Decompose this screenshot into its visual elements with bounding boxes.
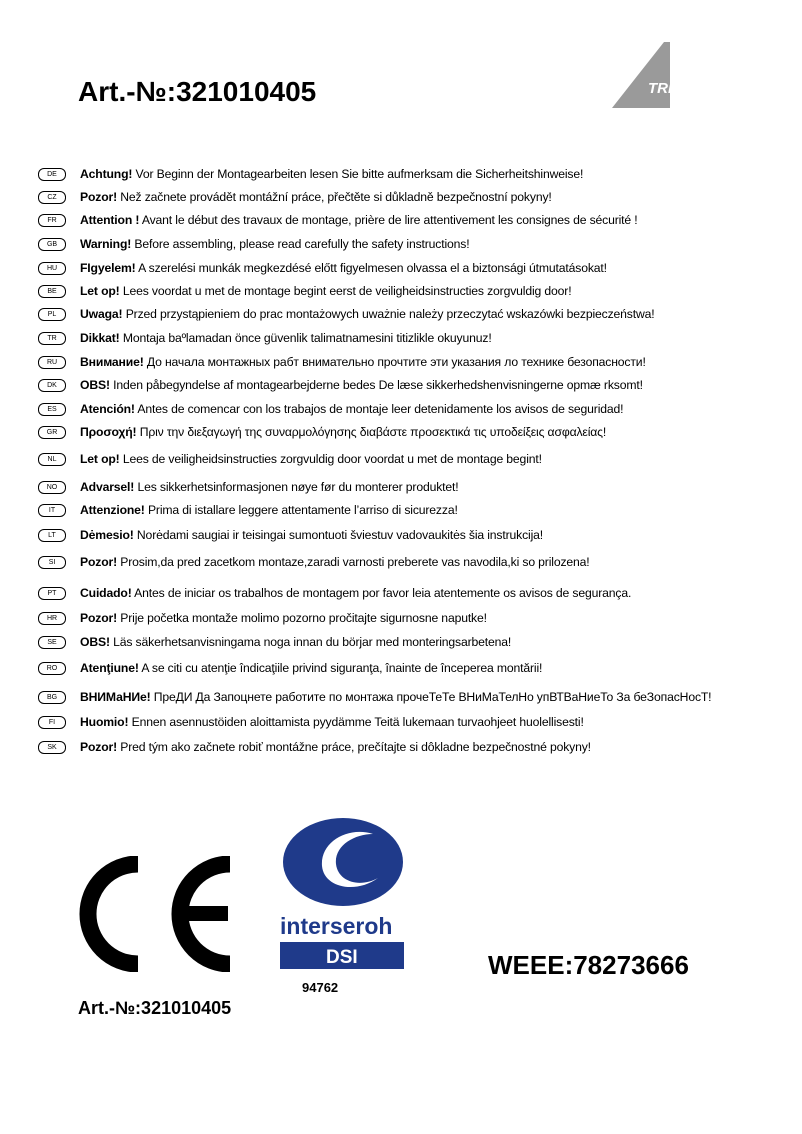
warning-row xyxy=(38,187,552,207)
warning-text xyxy=(80,425,606,439)
warning-label: Huomio! xyxy=(80,715,129,729)
warning-label: Pozor! xyxy=(80,555,118,569)
warning-label: Attenzione! xyxy=(80,503,145,517)
language-code-badge: FI xyxy=(38,716,66,729)
language-code-badge: TR xyxy=(38,332,66,345)
ce-mark-icon xyxy=(76,856,238,972)
language-code-badge: HR xyxy=(38,612,66,625)
warning-message: До начала монтажных рабт внимательно прочтите эти указания ло технике безопасности! xyxy=(143,355,646,369)
language-code-badge: PT xyxy=(38,587,66,600)
warning-text xyxy=(80,635,511,649)
warning-message: Prosim,da pred zacetkom montaze,zaradi varnosti preberete vas navodila,ki so prilozena! xyxy=(117,555,590,569)
warning-text xyxy=(80,402,623,416)
warning-row xyxy=(38,552,590,572)
warning-label: Attention ! xyxy=(80,213,140,227)
interseroh-dsi-logo xyxy=(278,818,408,974)
warning-message: Avant le début des travaux de montage, prière de lire attentivement les consignes de sécurité ! xyxy=(139,213,638,227)
weee-number: WEEE:78273666 xyxy=(488,950,689,980)
language-code-badge: RO xyxy=(38,662,66,675)
dsi-sub-text: DSI xyxy=(326,947,358,968)
dsi-number: 94762 xyxy=(302,980,339,995)
language-code-badge: FR xyxy=(38,214,66,227)
language-code-badge: LT xyxy=(38,529,66,542)
warning-row xyxy=(38,281,571,301)
trio-logo-triangle xyxy=(612,42,670,108)
dsi-brand-text: interseroh xyxy=(280,913,393,939)
warning-label: Achtung! xyxy=(80,167,133,181)
warning-row xyxy=(38,210,638,230)
language-code-badge: RU xyxy=(38,356,66,369)
warning-message: Inden påbegyndelse af montagearbejderne bedes De læse sikkerhedshenvisningerne opmæ rksomt! xyxy=(109,378,643,392)
warning-text xyxy=(80,503,458,517)
warning-label: Warning! xyxy=(80,237,132,251)
warning-label: Uwaga! xyxy=(80,307,123,321)
warning-message: Vor Beginn der Montagearbeiten lesen Sie bitte aufmerksam die Sicherheitshinweise! xyxy=(132,167,584,181)
warning-text xyxy=(80,355,646,369)
warning-message: A szerelési munkák megkezdésé előtt figyelmesen olvassa el a biztonsági útmutatásokat! xyxy=(135,261,607,275)
warning-text xyxy=(80,740,591,754)
warning-label: OBS! xyxy=(80,378,110,392)
warning-label: Atención! xyxy=(80,402,135,416)
warning-label: Dėmesio! xyxy=(80,528,134,542)
warning-text xyxy=(80,307,654,321)
warning-label: Atenţiune! xyxy=(80,661,139,675)
language-code-badge: DK xyxy=(38,379,66,392)
warning-text xyxy=(80,661,542,675)
warning-row xyxy=(38,658,542,678)
warning-row xyxy=(38,258,607,278)
warning-text xyxy=(80,237,469,251)
warning-message: Przed przystąpieniem do prac montażowych uważnie należy przeczytać wskazówki bezpieczeństwa! xyxy=(122,307,655,321)
warning-label: ВНИМаНИе! xyxy=(80,690,151,704)
warning-message: A se citi cu atenţie îndicaţiile privind siguranţa, înainte de începerea montării! xyxy=(138,661,543,675)
language-code-badge: GR xyxy=(38,426,66,439)
warning-message: Antes de comencar con los trabajos de montaje leer detenidamente los avisos de seguridad! xyxy=(134,402,624,416)
language-code-badge: CZ xyxy=(38,191,66,204)
language-code-badge: DE xyxy=(38,168,66,181)
warning-label: Let op! xyxy=(80,452,120,466)
language-code-badge: BG xyxy=(38,691,66,704)
warning-row xyxy=(38,712,584,732)
warning-text xyxy=(80,167,583,181)
warning-label: Pozor! xyxy=(80,611,118,625)
warning-row xyxy=(38,608,487,628)
warning-text xyxy=(80,452,542,466)
warning-row xyxy=(38,477,458,497)
warning-label: FIgyelem! xyxy=(80,261,136,275)
warning-text xyxy=(80,690,711,704)
warning-message: Läs säkerhetsanvisningama noga innan du börjar med monteringsarbetena! xyxy=(109,635,512,649)
article-number-footer: Art.-№:321010405 xyxy=(78,998,232,1018)
warning-text xyxy=(80,528,543,542)
warning-row xyxy=(38,525,543,545)
language-code-badge: SI xyxy=(38,556,66,569)
warning-text xyxy=(80,331,492,345)
warning-message: Before assembling, please read carefully the safety instructions! xyxy=(131,237,470,251)
warning-label: OBS! xyxy=(80,635,110,649)
language-code-badge: NO xyxy=(38,481,66,494)
warning-row xyxy=(38,500,458,520)
page-title: Art.-№:321010405 xyxy=(78,76,317,107)
language-code-badge: NL xyxy=(38,453,66,466)
warning-message: ПреДИ Да Запоцнете работите по монтажа прочеТеТе ВНиМаТелНо упВТВаНиеТо За беЗопасНосТ! xyxy=(150,690,712,704)
warning-row xyxy=(38,583,631,603)
warning-label: Προσοχή! xyxy=(80,425,137,439)
warning-message: Lees voordat u met de montage begint eerst de veiligheidsinstructies zorgvuldig door! xyxy=(119,284,572,298)
language-code-badge: GB xyxy=(38,238,66,251)
warning-text xyxy=(80,555,590,569)
warning-text xyxy=(80,715,584,729)
warning-text xyxy=(80,190,552,204)
warning-row xyxy=(38,328,492,348)
language-code-badge: IT xyxy=(38,504,66,517)
warning-message: Les sikkerhetsinformasjonen nøye før du monterer produktet! xyxy=(134,480,459,494)
warning-message: Prije početka montaže molimo pozorno pročitajte sigurnosne naputke! xyxy=(117,611,487,625)
language-code-badge: SK xyxy=(38,741,66,754)
warning-label: Dikkat! xyxy=(80,331,120,345)
warning-text xyxy=(80,480,458,494)
trio-logo xyxy=(606,40,696,110)
warning-row xyxy=(38,737,591,757)
warning-message: Pred tým ako začnete robiť montážne práce, prečítajte si dôkladne bezpečnostné pokyny! xyxy=(117,740,591,754)
warning-message: Antes de iniciar os trabalhos de montagem por favor leia atentemente os avisos de segurança. xyxy=(131,586,632,600)
warning-text xyxy=(80,213,638,227)
warning-message: Montaja baºlamadan önce güvenlik talimatnamesini titizlikle okuyunuz! xyxy=(119,331,492,345)
warning-text xyxy=(80,378,643,392)
warning-message: Norėdami saugiai ir teisingai sumontuoti šviestuv vadovaukitės šia instrukcija! xyxy=(133,528,544,542)
warning-label: Внимание! xyxy=(80,355,144,369)
warning-row xyxy=(38,632,511,652)
warning-row xyxy=(38,304,654,324)
warning-label: Pozor! xyxy=(80,740,118,754)
warning-row xyxy=(38,164,583,184)
language-code-badge: PL xyxy=(38,308,66,321)
warning-row xyxy=(38,234,469,254)
warning-text xyxy=(80,261,607,275)
warning-row xyxy=(38,687,711,707)
warning-message: Lees de veiligheidsinstructies zorgvuldig door voordat u met de montage begint! xyxy=(119,452,542,466)
warning-message: Než začnete provádět montážní práce, přečtěte si důkladně bezpečnostní pokyny! xyxy=(117,190,552,204)
warning-label: Advarsel! xyxy=(80,480,135,494)
warning-label: Cuidado! xyxy=(80,586,132,600)
language-code-badge: HU xyxy=(38,262,66,275)
warning-row xyxy=(38,422,606,442)
warning-row xyxy=(38,375,643,395)
warning-message: Πριν την διεξαγωγή της συναρμολόγησης διαβάστε προσεκτικά τις υποδείξεις ασφαλείας! xyxy=(136,425,607,439)
warning-text xyxy=(80,284,571,298)
warning-label: Let op! xyxy=(80,284,120,298)
warning-text xyxy=(80,586,631,600)
warning-message: Prima di istallare leggere attentamente l’arriso di sicurezza! xyxy=(144,503,458,517)
warning-message: Ennen asennustöiden aloittamista pyydämme Teitä lukemaan turvaohjeet huolellisesti! xyxy=(128,715,584,729)
trio-logo-text: TRIO xyxy=(648,80,684,97)
warning-row xyxy=(38,399,623,419)
language-code-badge: BE xyxy=(38,285,66,298)
warning-row xyxy=(38,449,542,469)
language-code-badge: ES xyxy=(38,403,66,416)
language-code-badge: SE xyxy=(38,636,66,649)
warning-row xyxy=(38,352,646,372)
warning-label: Pozor! xyxy=(80,190,118,204)
warning-text xyxy=(80,611,487,625)
dsi-blue-emblem xyxy=(283,818,403,906)
